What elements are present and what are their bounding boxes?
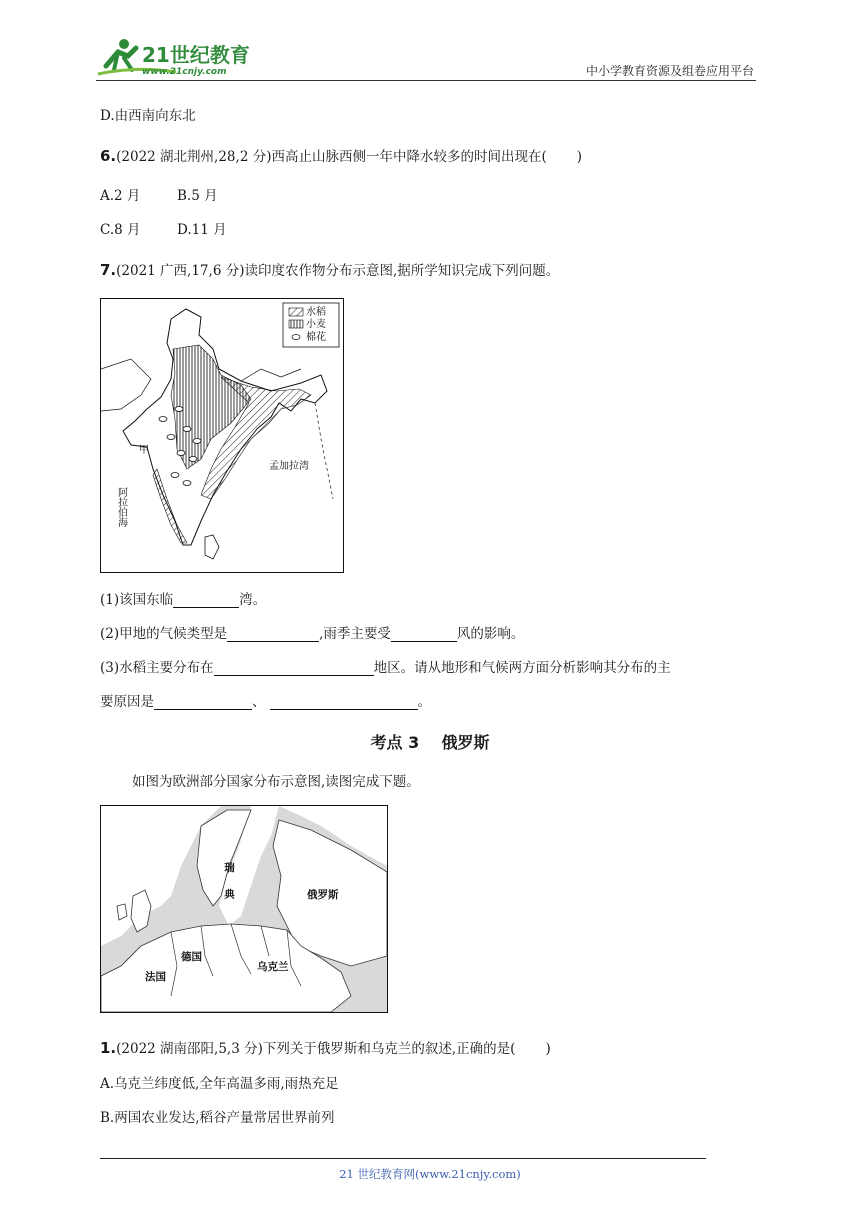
label-jia: 甲 [139,445,149,456]
europe-map [100,805,388,1013]
answer-blank-2[interactable] [227,625,319,642]
answer-blank-4[interactable] [214,659,374,676]
q1-close-paren: ) [545,1041,551,1057]
q6-options-row2 [100,220,227,240]
q6-number: 6. [100,147,117,165]
section-intro: 如图为欧洲部分国家分布示意图,读图完成下题。 [132,774,420,790]
q6-text: (2022 湖北荆州,28,2 分)西高止山脉西侧一年中降水较多的时间出现在( [116,149,547,165]
q7-number: 7. [100,261,117,279]
label-ukraine: 乌克兰 [257,961,289,973]
answer-blank-3[interactable] [391,625,457,642]
svg-text:水稻: 水稻 [306,307,326,318]
label-russia: 俄罗斯 [307,889,339,901]
q1-text: (2022 湖南邵阳,5,3 分)下列关于俄罗斯和乌克兰的叙述,正确的是( [116,1041,516,1057]
map-legend [283,303,339,347]
q7-sub3: (3)水稻主要分布在 地区。请从地形和气候两方面分析影响其分布的主 [100,660,671,676]
q1-option-b: B.两国农业发达,稻谷产量常居世界前列 [100,1110,335,1126]
label-sweden: 瑞典 [223,862,235,915]
q6-option-b: B.5 月 [177,188,218,204]
svg-text:21世纪教育: 21世纪教育 [142,43,250,67]
q7-sub1: (1)该国东临 湾。 [100,592,267,608]
q7-text: (2021 广西,17,6 分)读印度农作物分布示意图,据所学知识完成下列问题。 [116,263,560,279]
q7-sub3-cont: 要原因是 、 。 [100,694,431,710]
q1-stem [100,1038,551,1059]
q6-close-paren: ) [576,149,583,165]
q6-option-a: A.2 月 [100,188,141,204]
q6-option-c: C.8 月 [100,222,141,238]
label-france: 法国 [145,971,166,983]
footer-divider [100,1158,706,1159]
label-arabian-sea: 阿拉伯海 [115,487,127,527]
platform-name: 中小学教育资源及组卷应用平台 [585,64,754,78]
q7-stem [100,260,559,281]
q1-option-a: A.乌克兰纬度低,全年高温多雨,雨热充足 [100,1076,339,1092]
answer-blank-1[interactable] [173,591,239,608]
q7-sub2: (2)甲地的气候类型是 ,雨季主要受 风的影响。 [100,626,525,642]
section-title: 考点 3 俄罗斯 [370,733,490,752]
label-bay-of-bengal: 孟加拉湾 [269,461,309,472]
header-divider [96,80,756,81]
india-crop-map [100,298,344,573]
q5-option-d: D.由西南向东北 [100,108,196,124]
answer-blank-5[interactable] [154,693,252,710]
sri-lanka [205,535,219,559]
q1-number: 1. [100,1039,117,1057]
svg-text:棉花: 棉花 [306,332,326,343]
footer-link[interactable]: 21 世纪教育网(www.21cnjy.com) [339,1167,521,1181]
q6-stem [100,146,582,167]
q6-options-row1 [100,186,218,206]
site-logo [96,36,266,80]
svg-text:小麦: 小麦 [306,319,326,330]
answer-blank-6[interactable] [270,693,418,710]
svg-text:www.21cnjy.com: www.21cnjy.com [142,67,227,77]
q6-option-d: D.11 月 [177,222,227,238]
label-germany: 德国 [181,951,202,963]
